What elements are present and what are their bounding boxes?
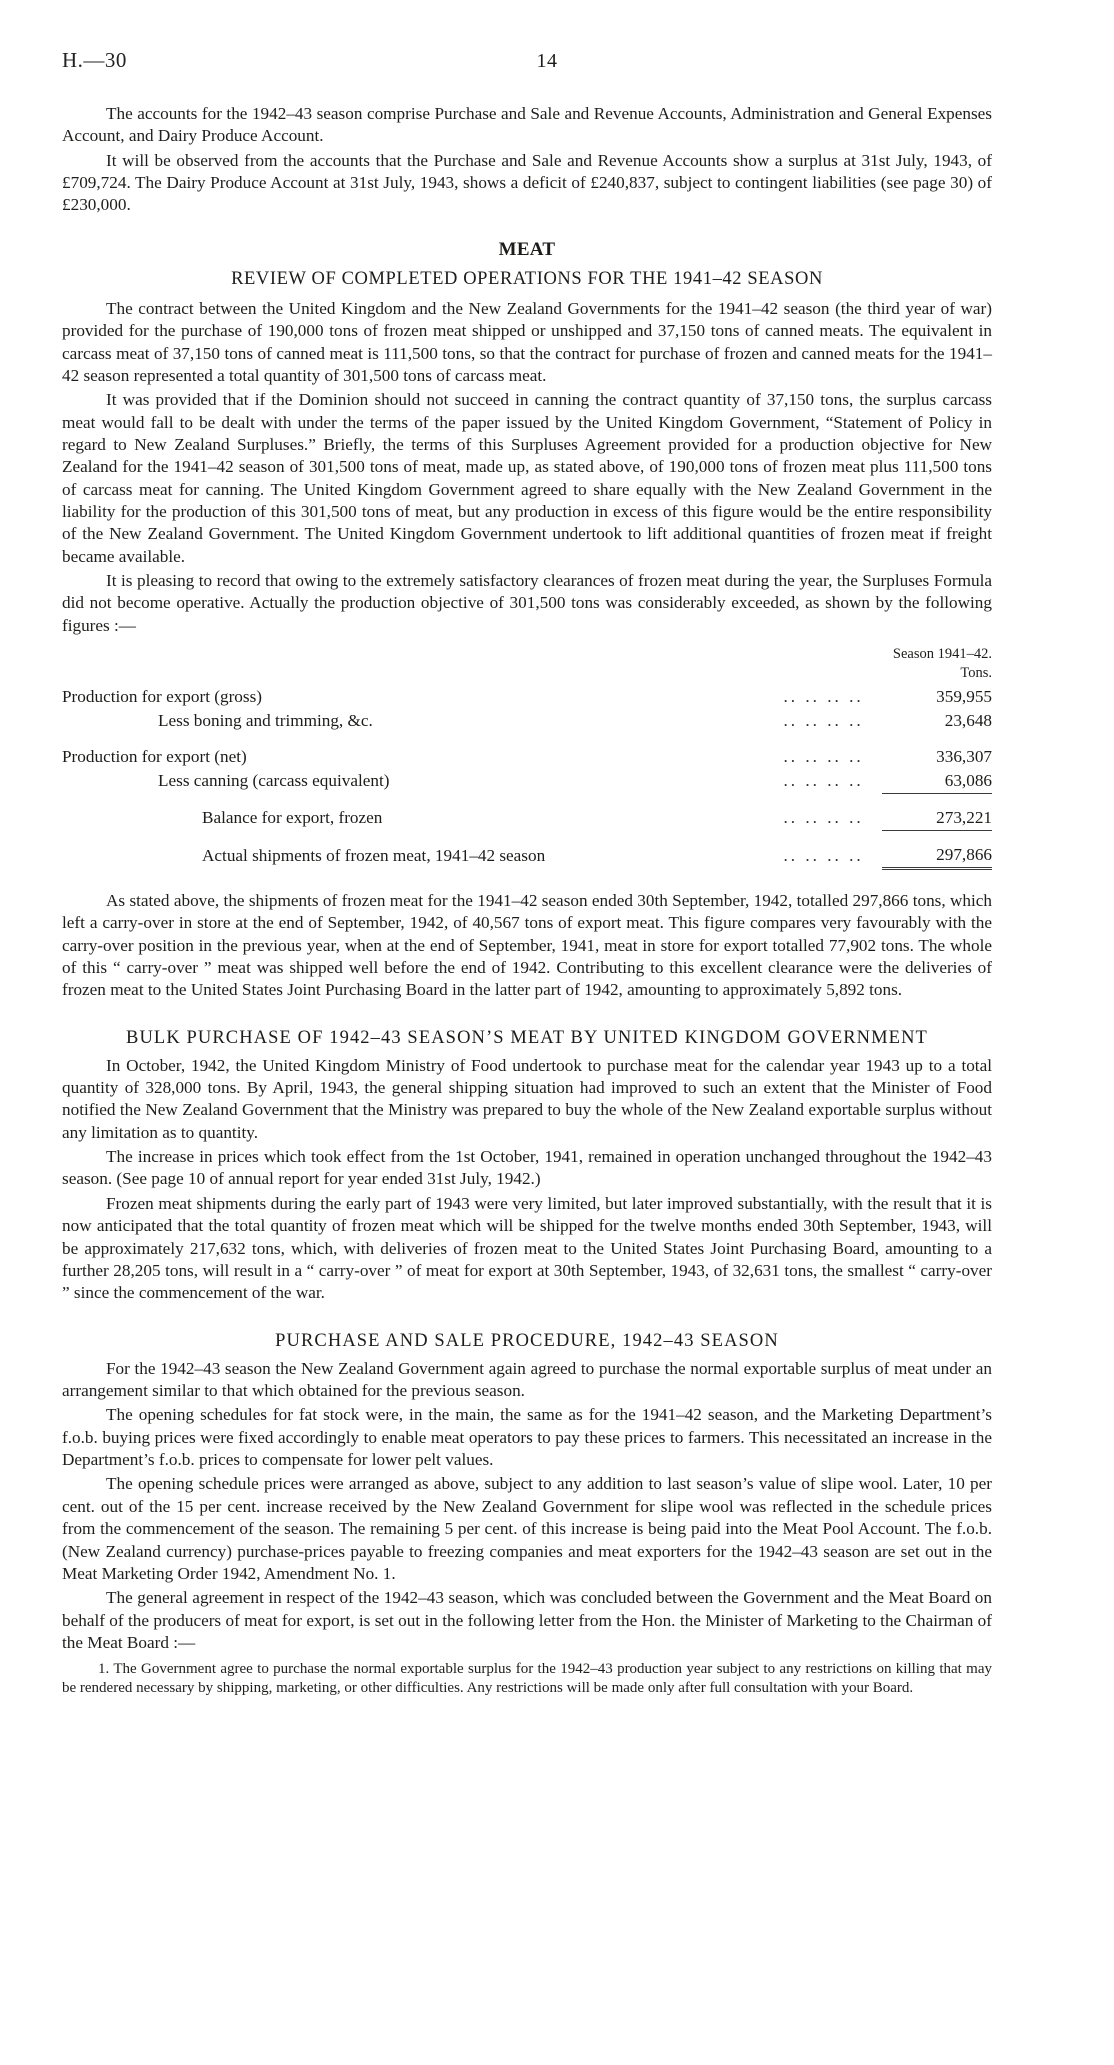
row-label: Production for export (gross) [62,686,263,706]
row-value: 359,955 [936,686,992,706]
table-row [62,769,992,794]
paragraph-accounts-surplus: It will be observed from the accounts that the Purchase and Sale and Revenue Accounts show a surplus at 31st July, 1943, of £709,724. The Dairy Produce Account at 31st July, 1943, shows a deficit of £240,837, subject to contingent liabilities (see page 30) of £230,000. [62,150,992,215]
table-row [62,733,992,769]
table-row [62,793,992,830]
paragraph-price-increase: The increase in prices which took effect from the 1st October, 1941, remained in operation unchanged throughout the 1942–43 season. (See page 10 of annual report for year ended 31st July, 1942.) [62,1147,992,1189]
row-dots: .. .. .. .. [783,686,864,706]
paragraph-contract: The contract between the United Kingdom and the New Zealand Governments for the 1941–42 season (the third year of war) provided for the purchase of 190,000 tons of frozen meat shipped or unshipped and 37,150 tons of canned meats. The equivalent in carcass meat of 37,150 tons of canned meat is 111,500 tons, so that the contract for purchase of frozen and canned meats for the 1941–42 season represented a total quantity of 301,500 tons of carcass meat. [62,298,992,385]
subsection-title-purchase-procedure: PURCHASE AND SALE PROCEDURE, 1942–43 SEASON [275,1330,779,1351]
table-row [62,709,992,733]
table-head-season [882,643,992,685]
paragraph-production-objective: It is pleasing to record that owing to the extremely satisfactory clearances of frozen meat during the year, the Surpluses Formula did not become operative. Actually the production objective of 301,500 tons was considerably exceeded, as shown by the following figures :— [62,571,992,635]
paragraph-surpluses-agreement: It was provided that if the Dominion should not succeed in canning the contract quantity of 37,150 tons, the surplus carcass meat would fall to be dealt with under the terms of the paper issued by the United Kingdom Government, “Statement of Policy in regard to New Zealand Surpluses.” Briefly, the terms of this Surpluses Agreement provided for a production objective for New Zealand for the 1941–42 season of 301,500 tons of meat, made up, as stated above, of 190,000 tons of frozen meat plus 111,500 tons of carcass meat for canning. The United Kingdom Government agreed to share equally with the New Zealand Government in the liability for the production of this 301,500 tons of meat, but any production in excess of this figure would be the entire responsibility of the New Zealand Government. The United Kingdom Government undertook to lift additional quantities of frozen meat if freight became available. [62,390,992,566]
paragraph-slipe-wool: The opening schedule prices were arranged as above, subject to any addition to last season’s value of slipe wool. Later, 10 per cent. out of the 15 per cent. increase received by the New Zealand Government for slipe wool was reflected in the schedule prices from the commencement of the season. The remaining 5 per cent. of this increase is being paid into the Meat Pool Account. The f.o.b. (New Zealand currency) purchase-prices payable to freezing companies and meat exporters for the 1942–43 season are set out in the Meat Marketing Order 1942, Amendment No. 1. [62,1474,992,1583]
row-value: 273,221 [882,793,992,830]
row-label: Actual shipments of frozen meat, 1941–42 season [202,846,546,866]
table-row [62,830,992,868]
paragraph-exportable-surplus: For the 1942–43 season the New Zealand Government again agreed to purchase the normal exportable surplus of meat under an arrangement similar to that which obtained for the previous season. [62,1358,992,1400]
document-reference: H.—30 [62,48,127,72]
production-figures-table [62,643,992,870]
row-value: 336,307 [936,746,992,766]
paragraph-frozen-shipments-1943: Frozen meat shipments during the early part of 1943 were very limited, but later improved substantially, with the result that it is now anticipated that the total quantity of frozen meat which will be shipped for the twelve months ended 30th September, 1943, will be approximately 217,632 tons, which, with deliveries of frozen meat to the United States Joint Purchasing Board, amounting to a further 28,205 tons, will result in a “ carry-over ” of meat for export at 30th September, 1943, of 32,631 tons, the smallest “ carry-over ” since the commencement of the war. [62,1193,992,1303]
paragraph-shipments-summary: As stated above, the shipments of frozen meat for the 1941–42 season ended 30th September, 1942, totalled 297,866 tons, which left a carry-over in store at the end of September, 1942, of 40,567 tons of export meat. This figure compares very favourably with the carry-over position in the previous year, when at the end of September, 1941, meat in store for export totalled 77,902 tons. The whole of this “ carry-over ” meat was shipped well before the end of 1942. Contributing to this excellent clearance were the deliveries of frozen meat to the United States Joint Purchasing Board in the latter part of 1942, amounting to approximately 5,892 tons. [62,890,992,1000]
table-head-row [62,643,992,685]
row-value: 297,866 [882,830,992,868]
paragraph-ministry-of-food: In October, 1942, the United Kingdom Ministry of Food undertook to purchase meat for the calendar year 1943 up to a total quantity of 328,000 tons. By April, 1943, the general shipping situation had improved to such an extent that the Minister of Food notified the New Zealand Government that the Ministry was prepared to buy the whole of the New Zealand exportable surplus without any limitation as to quantity. [62,1055,992,1142]
row-dots: .. .. .. .. [783,771,864,791]
subsection-title-bulk-purchase: BULK PURCHASE OF 1942–43 SEASON’S MEAT BY UNITED KINGDOM GOVERNMENT [126,1027,928,1048]
row-label: Production for export (net) [62,746,247,766]
paragraph-accounts-comprise: The accounts for the 1942–43 season comprise Purchase and Sale and Revenue Accounts, Administration and General Expenses Account, and Dairy Produce Account. [62,104,992,146]
row-dots: .. .. .. .. [783,808,864,828]
row-label: Less boning and trimming, &c. [158,710,373,730]
units-heading: Tons. [960,665,992,682]
row-dots: .. .. .. .. [783,846,864,866]
spacer [62,870,992,890]
row-label: Less canning (carcass equivalent) [158,771,390,791]
row-value: 63,086 [944,770,992,790]
row-dots: .. .. .. .. [783,710,864,730]
row-label: Balance for export, frozen [202,808,383,828]
clause-one: 1. The Government agree to purchase the normal exportable surplus for the 1942–43 production year subject to any restrictions on killing that may be rendered necessary by shipping, marketing, or other difficulties. Any restrictions will be made only after full consultation with your Board. [62,1661,992,1697]
page-header [62,48,992,73]
row-value: 23,648 [944,710,992,730]
subsection-title-review: REVIEW OF COMPLETED OPERATIONS FOR THE 1941–42 SEASON [231,268,823,289]
page-content [62,48,992,1699]
section-title-meat: MEAT [498,238,556,260]
paragraph-general-agreement: The general agreement in respect of the 1942–43 season, which was concluded between the Government and the Meat Board on behalf of the producers of meat for export, is set out in the following letter from the Hon. the Minister of Marketing to the Chairman of the Meat Board :— [62,1588,992,1652]
table-row [62,685,992,709]
row-dots: .. .. .. .. [783,746,864,766]
season-heading: Season 1941–42. [892,646,992,663]
paragraph-opening-schedules: The opening schedules for fat stock were, in the main, the same as for the 1941–42 season, and the Marketing Department’s f.o.b. buying prices were fixed accordingly to enable meat operators to pay these prices to farmers. This necessitated an increase in the Department’s f.o.b. prices to compensate for lower pelt values. [62,1405,992,1470]
page-number: 14 [536,50,558,72]
